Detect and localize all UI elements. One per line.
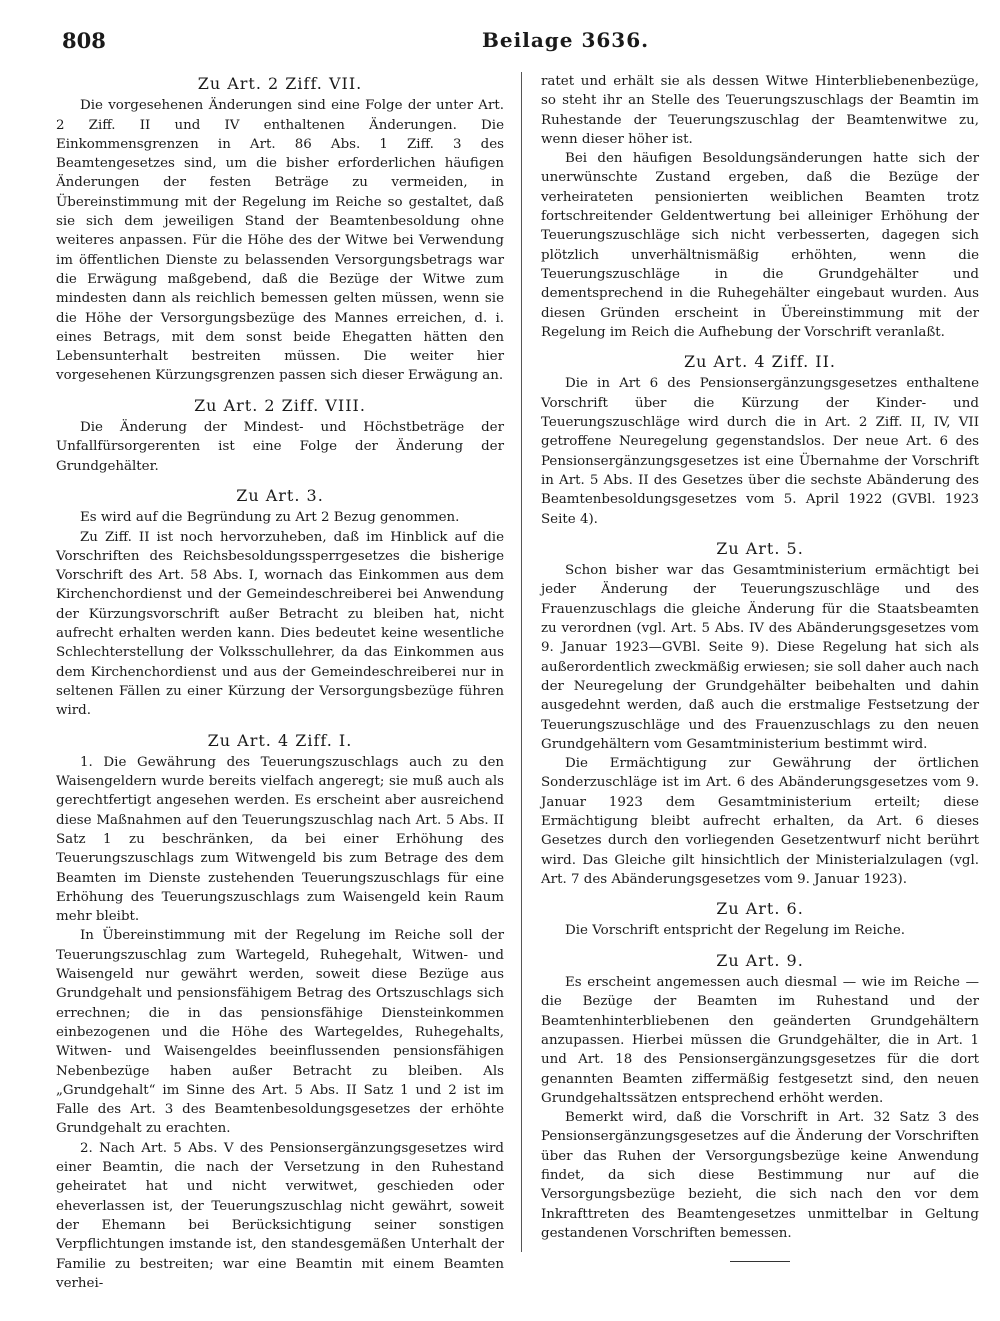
paragraph: Die Änderung der Mindest- und Höchstbeträge der Unfallfürsorgerenten ist eine Folge der Änderung der Grundgehälter. (56, 420, 504, 474)
section-heading: Zu Art. 3. (236, 485, 324, 505)
paragraph: Es erscheint angemessen auch diesmal — wie im Reiche — die Bezüge der Beamten im Ruhestand und der Beamtenhinterbliebenen den geänderten Grundgehältern anzupassen. Hierbei müssen die Grundgehälter, die in Art. 1 und Art. 18 des Pensionsergänzungsgesetzes für die dort genannten Beamten ziffermäßig festgesetzt sind, den neuen Grundgehaltssätzen entsprechend erhöht werden. (541, 975, 979, 1106)
page-header (62, 28, 970, 58)
left-column (56, 72, 504, 1293)
paragraph: 1. Die Gewährung des Teuerungszuschlags auch zu den Waisengeldern wurde bereits vielfach angeregt; sie muß auch als gerechtfertigt angesehen werden. Es erscheint aber ausreichend diese Maßnahmen auf den Teuerungszuschlag nach Art. 5 Abs. II Satz 1 zu beschränken, da bei einer Erhöhung des Teuerungszuschlags zum Witwengeld bis zum Betrage des dem Beamten im Dienste zustehenden Teuerungszuschlags für eine Erhöhung des Teuerungszuschlags zum Waisengeld kein Raum mehr bleibt. (56, 754, 504, 925)
section-heading: Zu Art. 4 Ziff. II. (684, 352, 836, 372)
running-title: Beilage 3636. (482, 28, 650, 52)
section-heading: Zu Art. 5. (716, 538, 804, 558)
column-divider (521, 72, 522, 1252)
paragraph: 2. Nach Art. 5 Abs. V des Pensionsergänzungsgesetzes wird einer Beamtin, die nach der Versetzung in den Ruhestand geheiratet hat und nicht verwitwet, geschieden oder eheverlassen ist, der Teuerungszuschlag nicht gewährt, soweit der Ehemann bei Berücksichtigung seiner sonstigen Verpflichtungen imstande ist, den standesgemäßen Unterhalt der Familie zu bestreiten; war eine Beamtin mit einem Beamten verhei- (56, 1140, 504, 1291)
section-heading: Zu Art. 2 Ziff. VII. (197, 74, 363, 93)
paragraph: ratet und erhält sie als dessen Witwe Hinterbliebenenbezüge, so steht ihr an Stelle des Teuerungszuschlags der Beamtin im Ruhestande der Teuerungszuschlag der Beamtenwitwe zu, wenn dieser höher ist. (541, 74, 979, 147)
paragraph: Die Vorschrift entspricht der Regelung im Reiche. (565, 923, 906, 939)
section-heading: Zu Art. 4 Ziff. I. (207, 730, 353, 750)
paragraph: Bei den häufigen Besoldungsänderungen hatte sich der unerwünschte Zustand ergeben, daß die Bezüge der verheirateten pensionierten weiblichen Beamten trotz fortschreitender Geldentwertung bei alleiniger Erhöhung der Teuerungszuschläge sich nicht verbesserten, dagegen sich plötzlich unverhältnismäßig erhöhten, wenn die Teuerungszuschläge in die Grundgehälter und dementsprechend in die Ruhegehälter eingebaut wurden. Aus diesen Gründen erscheint in Übereinstimmung mit der Regelung im Reich die Aufhebung der Vorschrift veranlaßt. (541, 151, 979, 340)
paragraph: Die in Art 6 des Pensionsergänzungsgesetzes enthaltene Vorschrift über die Kürzung der Kinder- und Teuerungszuschläge wird durch die in Art. 2 Ziff. II, IV, VII getroffene Neuregelung gegenstandslos. Der neue Art. 6 des Pensionsergänzungsgesetzes ist eine Übernahme der Vorschrift in Art. 5 Abs. II des Gesetzes über die sechste Abänderung des Beamtenbesoldungsgesetzes vom 5. April 1922 (GVBl. 1923 Seite 4). (541, 376, 979, 527)
paragraph: Bemerkt wird, daß die Vorschrift in Art. 32 Satz 3 des Pensionsergänzungsgesetzes auf die Änderung der Vorschriften über das Ruhen der Versorgungsbezüge keine Anwendung findet, da sich diese Bestimmung nur auf die Versorgungsbezüge bezieht, die sich nach den vor dem Inkrafttreten des Beamtengesetzes unmittelbar in Geltung gestandenen Vorschriften bemessen. (541, 1110, 979, 1241)
section-heading: Zu Art. 9. (716, 950, 804, 970)
paragraph: In Übereinstimmung mit der Regelung im Reiche soll der Teuerungszuschlag zum Wartegeld, Ruhegehalt, Witwen- und Waisengeld nur gewährt werden, soweit diese Bezüge aus Grundgehalt und pensionsfähigem Betrag des Ortszuschlags sich errechnen; die in das pensionsfähige Diensteinkommen einbezogenen und die Höhe des Wartegeldes, Ruhegehalts, Witwen- und Waisengeldes beeinflussenden pensionsfähigen Nebenbezüge haben außer Betracht zu bleiben. Als „Grundgehalt“ im Sinne des Art. 5 Abs. II Satz 1 und 2 ist im Falle des Art. 3 des Beamtenbesoldungsgesetzes der erhöhte Grundgehalt zu erachten. (56, 928, 504, 1137)
section-heading: Zu Art. 6. (716, 899, 804, 919)
page-number: 808 (62, 28, 106, 53)
paragraph: Die Ermächtigung zur Gewährung der örtlichen Sonderzuschläge ist im Art. 6 des Abänderungsgesetzes vom 9. Januar 1923 dem Gesamtministerium erteilt; diese Ermächtigung bleibt aufrecht erhalten, da Art. 6 dieses Gesetzes durch den vorliegenden Gesetzentwurf nicht berührt wird. Das Gleiche gilt hinsichtlich der Ministerialzulagen (vgl. Art. 7 des Abänderungsgesetzes vom 9. Januar 1923). (541, 756, 979, 887)
paragraph: Es wird auf die Begründung zu Art 2 Bezug genommen. (80, 510, 460, 526)
paragraph: Zu Ziff. II ist noch hervorzuheben, daß im Hinblick auf die Vorschriften des Reichsbesoldungssperrgesetzes die bisherige Vorschrift des Art. 58 Abs. I, wornach das Einkommen aus dem Kirchenchordienst und der Gemeindeschreiberei bei Anwendung der Kürzungsvorschrift außer Betracht zu bleiben hat, nicht aufrecht erhalten werden kann. Dies bedeutet keine wesentliche Schlechterstellung der Volksschullehrer, da das Einkommen aus dem Kirchenchordienst und aus der Gemeindeschreiberei nur in seltenen Fällen zu einer Kürzung der Versorgungsbezüge führen wird. (56, 529, 504, 719)
right-column (541, 72, 979, 1262)
paragraph: Die vorgesehenen Änderungen sind eine Folge der unter Art. 2 Ziff. II und IV enthaltenen Änderungen. Die Einkommensgrenzen in Art. 86 Abs. 1 Ziff. 3 des Beamtengesetzes sind, um die bisher erforderlichen häufigen Änderungen der festen Beträge zu vermeiden, in Übereinstimmung mit der Regelung im Reiche so gestaltet, daß sie sich dem jeweiligen Stand der Beamtenbesoldung ohne weiteres anpassen. Für die Höhe des der Witwe bei Verwendung im öffentlichen Dienste zu belassenden Versorgungsbetrags war die Erwägung maßgebend, daß die Bezüge der Witwe zum mindesten dann als reichlich bemessen gelten müssen, wenn sie die Höhe der Versorgungsbezüge des Mannes erreichen, d. i. eines Betrags, mit dem sonst beide Ehegatten hätten den Lebensunterhalt bestreiten müssen. Die weiter hier vorgesehenen Kürzungsgrenzen passen sich dieser Erwägung an. (56, 98, 504, 384)
paragraph: Schon bisher war das Gesamtministerium ermächtigt bei jeder Änderung der Teuerungszuschläge und des Frauenzuschlags die gleiche Änderung für die Staatsbeamten zu verordnen (vgl. Art. 5 Abs. IV des Abänderungsgesetzes vom 9. Januar 1923—GVBl. Seite 9). Diese Regelung hat sich als außerordentlich zweckmäßig erwiesen; sie soll daher auch nach der Neuregelung der Grundgehälter beibehalten und dahin ausgedehnt werden, daß auch die erstmalige Festsetzung der Teuerungszuschläge und des Frauenzuschlags zu den neuen Grundgehältern vom Gesamtministerium bestimmt wird. (541, 563, 979, 752)
end-rule (730, 1261, 790, 1262)
section-heading: Zu Art. 2 Ziff. VIII. (194, 395, 366, 415)
